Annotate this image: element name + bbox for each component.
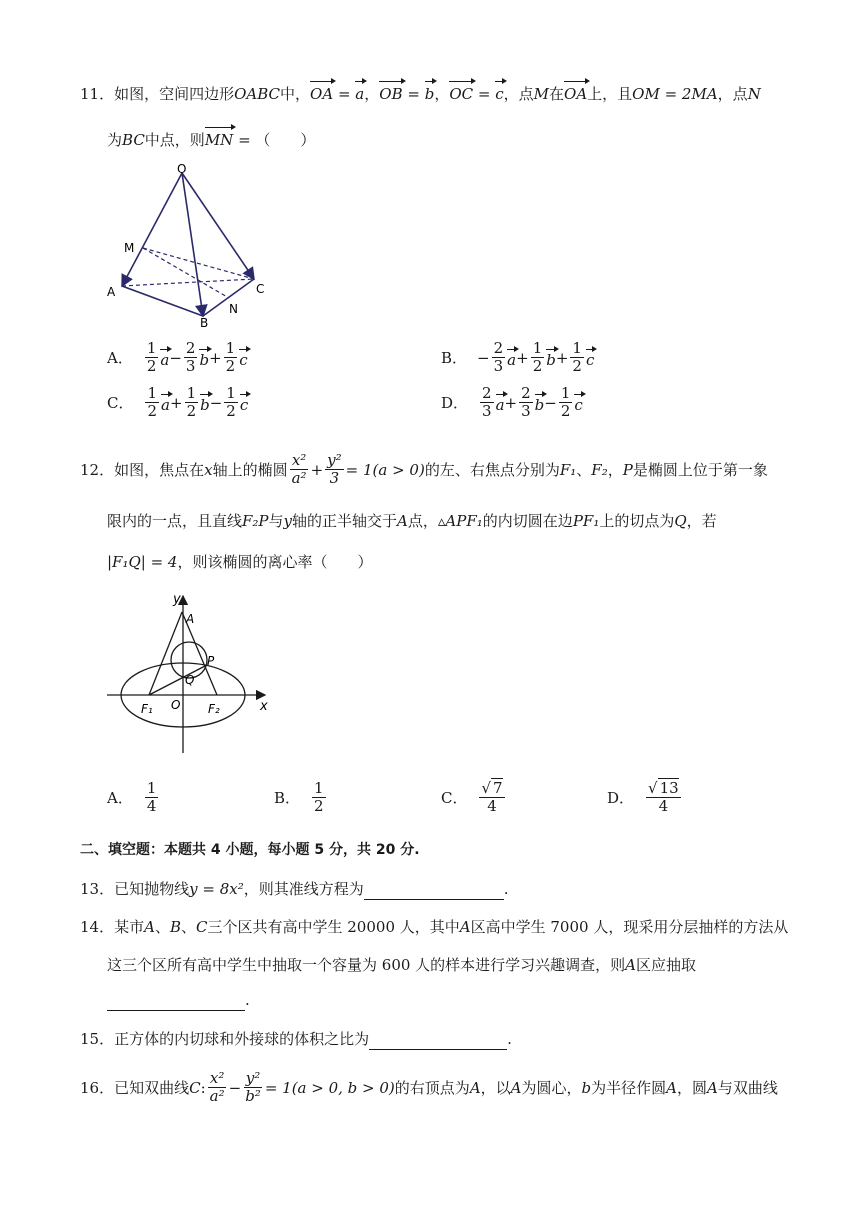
edge-AC (122, 279, 254, 286)
q15-answer-blank[interactable] (369, 1027, 507, 1050)
svg-text:x: x (260, 699, 268, 714)
q12-line-2: 限内的一点，且直线F₂P与y轴的正半轴交于A点，▵APF₁的内切圆在边PF₁上的切点为Q，若 (107, 512, 717, 530)
vector-MN: MN (205, 125, 233, 151)
q16-line: 16． 已知双曲线 C : $\frac{\text{x²}}{\text{a²}}$ − $\frac{\text{y²}}{\text{b²}}$ = 1(a > 0, b > 0) 的右顶点为 A ，以 A 为圆心， b 为半径作圆 A ，圆 A 与双曲线 (80, 1069, 778, 1105)
svg-text:P: P (207, 654, 215, 668)
edge-OC (182, 173, 254, 279)
q11-line-1: 11．如图，空间四边形OABC中，OA = a，OB = b，OC = c，点M在OA上，且OM = 2MA，点N (80, 79, 761, 105)
label-C: C (256, 282, 265, 296)
vector-c: c (495, 79, 503, 105)
q15-line: 15．正方体的内切球和外接球的体积之比为 . (80, 1027, 512, 1050)
section-title: 二、填空题：本题共 4 小题，每小题 5 分，共 20 分. (80, 842, 420, 858)
svg-text:F₁: F₁ (141, 702, 153, 716)
label-M: M (124, 241, 135, 255)
vector-OC: OC (449, 79, 473, 105)
label-B: B (200, 316, 209, 327)
edge-AB (122, 286, 203, 316)
q11-option-a[interactable]: A． $\frac{1}{2}$ a − $\frac{2}{3}$ b + $\frac{1}{2}$ c (107, 339, 248, 375)
tetrahedron-figure (105, 162, 275, 327)
q12-line-3: |F₁Q| = 4，则该椭圆的离心率（ ） (107, 553, 373, 571)
line-F1-A (149, 612, 182, 695)
q12-option-c[interactable]: C． $\frac{√ 7}{4}$ (441, 779, 503, 815)
label-O: O (177, 162, 187, 176)
label-A: A (107, 285, 116, 299)
svg-text:O: O (171, 698, 181, 712)
q12-option-b[interactable]: B． $\frac{1}{2}$ (274, 779, 324, 815)
svg-text:A: A (186, 612, 195, 626)
vector-OA: OA (310, 79, 333, 105)
q13-line: 13．已知抛物线y = 8x²，则其准线方程为 . (80, 877, 509, 900)
segment-F1-P (149, 666, 205, 695)
ellipse-figure (105, 588, 280, 756)
q12-option-d[interactable]: D． $\frac{√ 13}{4}$ (607, 779, 679, 815)
q12-line-1: 12． 如图，焦点在 x 轴上的椭圆 $\frac{\text{x²}}{\text{a²}}$ + $\frac{\text{y²}}{3}$ = 1(a > 0) 的左、右焦点分别为 F₁ 、 F₂ ， P 是椭圆上位于第一象 (80, 451, 768, 487)
vector-a: a (355, 79, 364, 105)
segment-MC (143, 248, 254, 279)
vector-OB: OB (379, 79, 402, 105)
segment-MN (143, 248, 229, 298)
edge-OB (182, 173, 203, 316)
svg-text:Q: Q (185, 673, 195, 687)
edge-OA (122, 173, 182, 286)
q14-answer-blank[interactable] (107, 988, 245, 1011)
label-N: N (229, 302, 238, 316)
svg-text:F₂: F₂ (208, 702, 220, 716)
svg-text:y: y (173, 592, 181, 607)
q11-option-b[interactable]: B． − $\frac{2}{3}$ a + $\frac{1}{2}$ b + $\frac{1}{2}$ c (441, 339, 595, 375)
q11-option-c[interactable]: C． $\frac{1}{2}$ a + $\frac{1}{2}$ b − $\frac{1}{2}$ c (107, 384, 249, 420)
q12-option-a[interactable]: A． $\frac{1}{4}$ (107, 779, 157, 815)
q11-number: 11． (80, 85, 115, 103)
q13-answer-blank[interactable] (364, 877, 504, 900)
q14-line-3: . (107, 988, 250, 1011)
q11-line-2: 为BC中点，则MN = （ ） (107, 125, 315, 151)
q14-line-1: 14．某市A、B、C三个区共有高中学生 20000 人，其中A区高中学生 7000 人，现采用分层抽样的方法从 (80, 918, 789, 936)
q11-option-d[interactable]: D． $\frac{2}{3}$ a + $\frac{2}{3}$ b − $\frac{1}{2}$ c (441, 384, 583, 420)
vector-b: b (425, 79, 435, 105)
q14-line-2: 这三个区所有高中学生中抽取一个容量为 600 人的样本进行学习兴趣调查，则A区应抽取 (107, 956, 697, 974)
q12-number: 12． (80, 460, 115, 479)
